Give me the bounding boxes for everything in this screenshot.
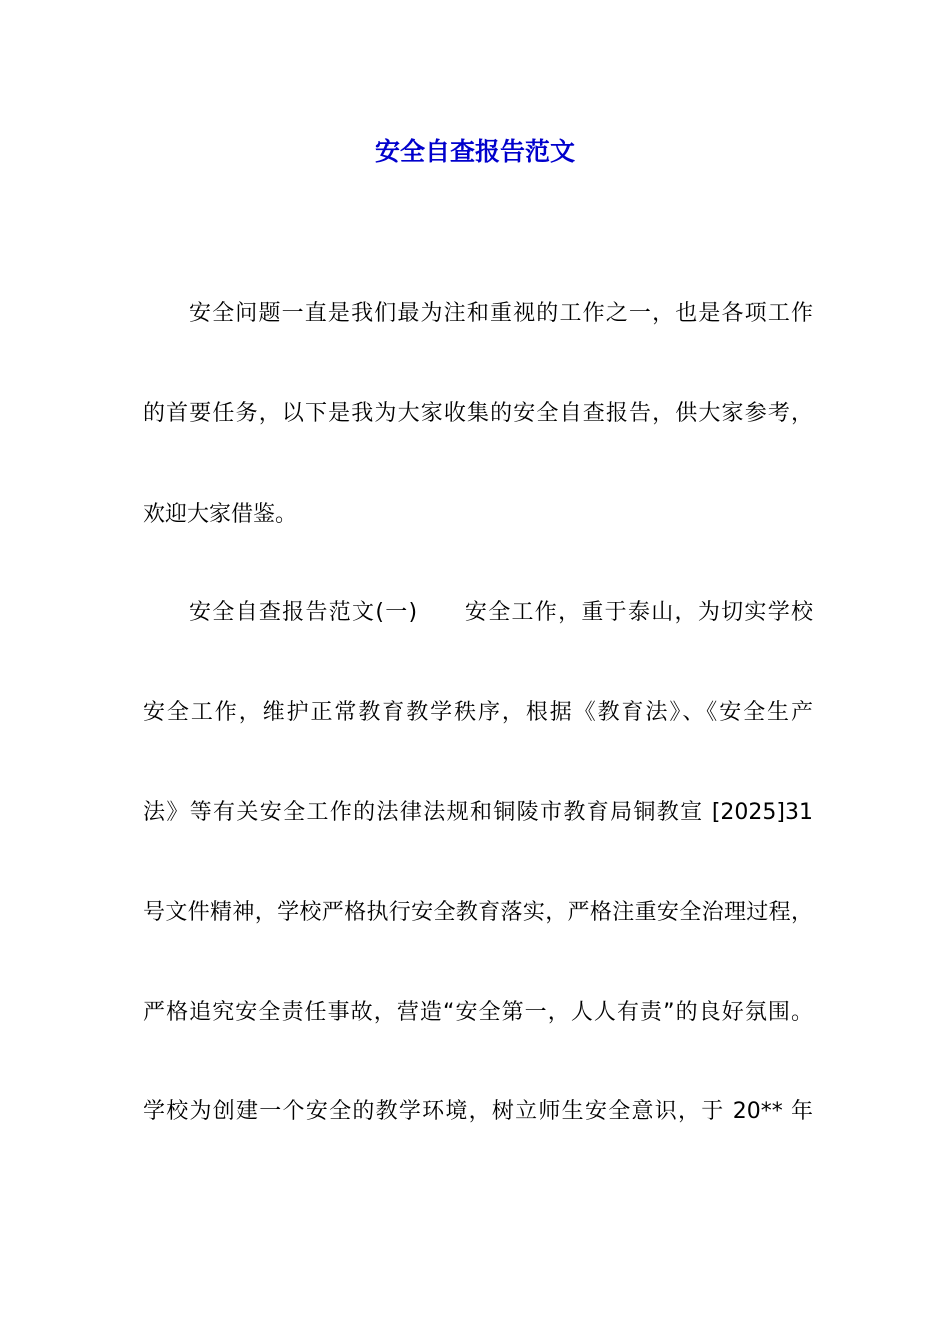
paragraph-line-3: 欢迎大家借鉴。 xyxy=(143,502,298,527)
paragraph-line-1: 安全问题一直是我们最为注和重视的工作之一，也是各项工作 xyxy=(189,301,813,326)
paragraph-line-4: 安全自查报告范文(一) 安全工作，重于泰山，为切实学校 xyxy=(189,600,813,625)
paragraph-line-8: 严格追究安全责任事故，营造“安全第一，人人有责”的良好氛围。 xyxy=(143,1000,813,1025)
paragraph-line-2: 的首要任务，以下是我为大家收集的安全自查报告，供大家参考， xyxy=(143,401,813,426)
paragraph-line-5: 安全工作，维护正常教育教学秩序，根据《教育法》、《安全生产 xyxy=(143,700,813,725)
paragraph-line-7: 号文件精神，学校严格执行安全教育落实，严格注重安全治理过程， xyxy=(143,900,813,925)
paragraph-line-9: 学校为创建一个安全的教学环境，树立师生安全意识，于 20** 年 xyxy=(143,1099,813,1124)
document-title: 安全自查报告范文 xyxy=(374,137,575,166)
paragraph-line-6: 法》等有关安全工作的法律法规和铜陵市教育局铜教宣 [2025]31 xyxy=(143,800,813,825)
